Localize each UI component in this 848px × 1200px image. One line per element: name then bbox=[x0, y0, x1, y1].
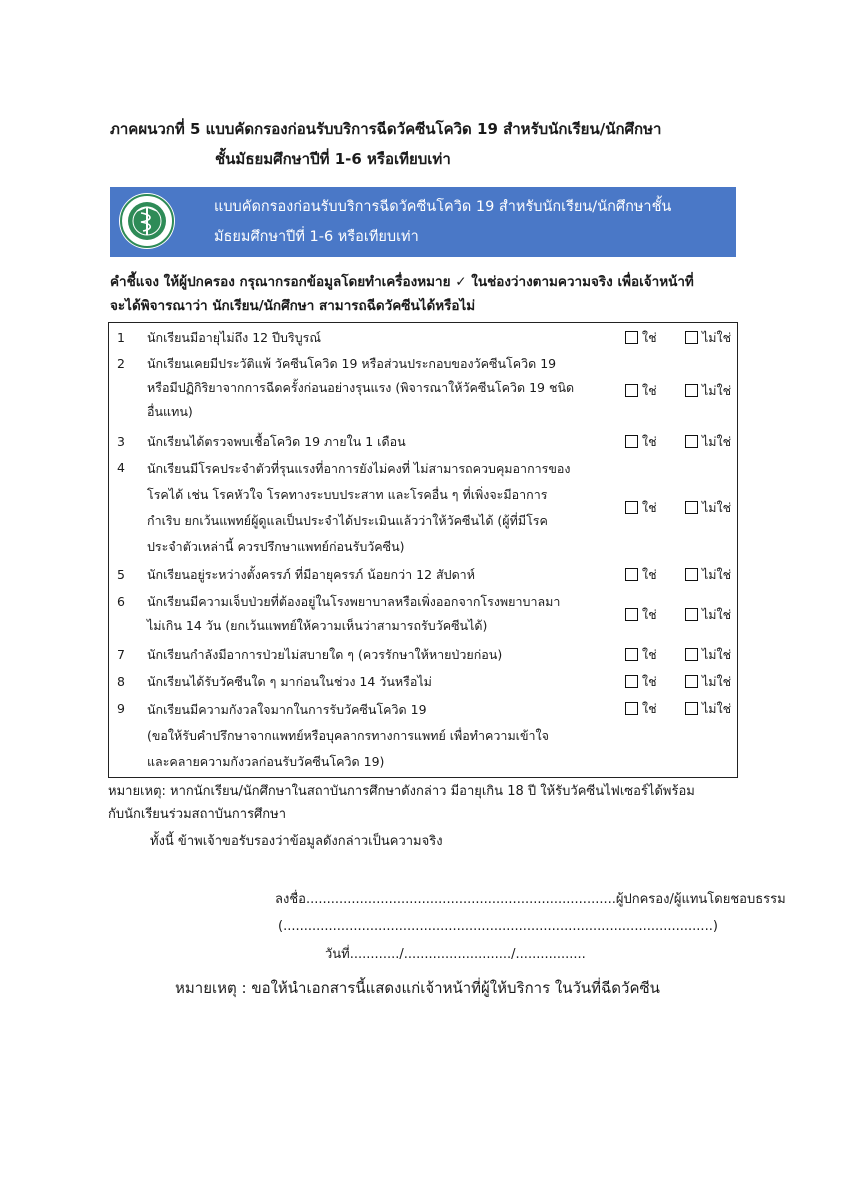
yes-checkbox[interactable] bbox=[625, 563, 657, 587]
checkbox-icon bbox=[625, 568, 638, 581]
no-checkbox[interactable] bbox=[685, 496, 731, 520]
footnote: หมายเหตุ : ขอให้นำเอกสารนี้แสดงแก่เจ้าหน้าที่ผู้ให้บริการ ในวันที่ฉีดวัคซีน bbox=[175, 979, 660, 997]
question-number: 1 bbox=[117, 330, 125, 345]
checkbox-icon bbox=[685, 331, 698, 344]
checkbox-icon bbox=[685, 702, 698, 715]
no-label: ไม่ใช่ bbox=[702, 647, 732, 662]
yes-label: ใช่ bbox=[642, 607, 657, 622]
question-line: นักเรียนมีโรคประจำตัวที่รุนแรงที่อาการยังไม่คงที่ ไม่สามารถควบคุมอาการของ bbox=[147, 461, 571, 476]
checkbox-icon bbox=[685, 568, 698, 581]
question-text bbox=[147, 326, 612, 350]
no-checkbox[interactable] bbox=[685, 643, 731, 667]
printed-name-field[interactable]: (........................................................................................................) bbox=[278, 919, 718, 934]
date-field[interactable]: วันที่............/........................../................. bbox=[325, 947, 586, 962]
checkbox-icon bbox=[625, 501, 638, 514]
no-checkbox[interactable] bbox=[685, 326, 731, 350]
question-row-8 bbox=[109, 670, 737, 694]
question-line: อื่นแทน) bbox=[147, 404, 193, 419]
no-label: ไม่ใช่ bbox=[702, 701, 732, 716]
yes-checkbox[interactable] bbox=[625, 670, 657, 694]
no-checkbox[interactable] bbox=[685, 379, 731, 403]
checkbox-icon bbox=[625, 675, 638, 688]
no-label: ไม่ใช่ bbox=[702, 383, 732, 398]
no-label: ไม่ใช่ bbox=[702, 567, 732, 582]
yes-checkbox[interactable] bbox=[625, 643, 657, 667]
checkbox-icon bbox=[625, 608, 638, 621]
instruction-line1: คำชี้แจง ให้ผู้ปกครอง กรุณากรอกข้อมูลโดยทำเครื่องหมาย ✓ ในช่องว่างตามความจริง เพื่อเจ้าหน้าที่ bbox=[110, 274, 694, 290]
question-line: นักเรียนเคยมีประวัติแพ้ วัคซีนโควิด 19 หรือส่วนประกอบของวัคซีนโควิด 19 bbox=[147, 356, 557, 371]
yes-label: ใช่ bbox=[642, 330, 657, 345]
question-line: นักเรียนได้รับวัคซีนใด ๆ มาก่อนในช่วง 14 วันหรือไม่ bbox=[147, 674, 432, 689]
question-text bbox=[147, 352, 612, 424]
question-number: 9 bbox=[117, 701, 125, 716]
question-row-5 bbox=[109, 563, 737, 587]
question-number: 4 bbox=[117, 460, 125, 475]
yes-label: ใช่ bbox=[642, 647, 657, 662]
checkbox-icon bbox=[625, 648, 638, 661]
yes-checkbox[interactable] bbox=[625, 326, 657, 350]
no-checkbox[interactable] bbox=[685, 603, 731, 627]
question-row-3 bbox=[109, 430, 737, 454]
question-line: หรือมีปฏิกิริยาจากการฉีดครั้งก่อนอย่างรุนแรง (พิจารณาให้วัคซีนโควิด 19 ชนิด bbox=[147, 380, 575, 395]
signature-field[interactable]: ลงชื่อ...........................................................................ผู้ปกครอง/ผู้แทนโดยชอบธรรม bbox=[275, 892, 786, 907]
checkbox-icon bbox=[685, 501, 698, 514]
question-row-6 bbox=[109, 590, 737, 640]
checkbox-icon bbox=[625, 384, 638, 397]
question-line: และคลายความกังวลก่อนรับวัคซีนโควิด 19) bbox=[147, 754, 385, 769]
question-text bbox=[147, 563, 612, 587]
page-title: ภาคผนวกที่ 5 แบบคัดกรองก่อนรับบริการฉีดวัคซีนโควิด 19 สำหรับนักเรียน/นักศึกษา bbox=[110, 120, 662, 138]
checkbox-icon bbox=[625, 702, 638, 715]
yes-label: ใช่ bbox=[642, 500, 657, 515]
checkbox-icon bbox=[685, 608, 698, 621]
yes-label: ใช่ bbox=[642, 701, 657, 716]
checkbox-icon bbox=[685, 675, 698, 688]
question-row-2 bbox=[109, 352, 737, 424]
no-checkbox[interactable] bbox=[685, 670, 731, 694]
screening-questions bbox=[108, 322, 738, 778]
question-number: 7 bbox=[117, 647, 125, 662]
yes-checkbox[interactable] bbox=[625, 496, 657, 520]
no-checkbox[interactable] bbox=[685, 563, 731, 587]
question-text bbox=[147, 643, 612, 667]
question-text bbox=[147, 456, 612, 560]
yes-label: ใช่ bbox=[642, 674, 657, 689]
question-text bbox=[147, 697, 612, 775]
question-line: นักเรียนได้ตรวจพบเชื้อโควิด 19 ภายใน 1 เดือน bbox=[147, 434, 406, 449]
yes-checkbox[interactable] bbox=[625, 430, 657, 454]
question-line: โรคได้ เช่น โรคหัวใจ โรคทางระบบประสาท และโรคอื่น ๆ ที่เพิ่งจะมีอาการ bbox=[147, 487, 548, 502]
remark-line2: กับนักเรียนร่วมสถาบันการศึกษา bbox=[108, 807, 287, 822]
question-number: 3 bbox=[117, 434, 125, 449]
form-banner bbox=[110, 187, 736, 257]
question-line: (ขอให้รับคำปรึกษาจากแพทย์หรือบุคลากรทางการแพทย์ เพื่อทำความเข้าใจ bbox=[147, 728, 549, 743]
remark-line1: หมายเหตุ: หากนักเรียน/นักศึกษาในสถาบันการศึกษาดังกล่าว มีอายุเกิน 18 ปี ให้รับวัคซีนไฟเซอร์ได้พร้อม bbox=[108, 784, 695, 799]
yes-checkbox[interactable] bbox=[625, 697, 657, 721]
question-number: 2 bbox=[117, 356, 125, 371]
no-label: ไม่ใช่ bbox=[702, 500, 732, 515]
yes-checkbox[interactable] bbox=[625, 379, 657, 403]
question-row-9 bbox=[109, 697, 737, 773]
remark bbox=[108, 780, 748, 826]
checkbox-icon bbox=[685, 384, 698, 397]
no-checkbox[interactable] bbox=[685, 697, 731, 721]
checkbox-icon bbox=[625, 331, 638, 344]
question-text bbox=[147, 590, 612, 638]
question-line: นักเรียนกำลังมีอาการป่วยไม่สบายใด ๆ (ควรรักษาให้หายป่วยก่อน) bbox=[147, 647, 503, 662]
ministry-logo bbox=[119, 193, 175, 249]
question-line: กำเริบ ยกเว้นแพทย์ผู้ดูแลเป็นประจำได้ประเมินแล้วว่าให้วัคซีนได้ (ผู้ที่มีโรค bbox=[147, 513, 548, 528]
yes-label: ใช่ bbox=[642, 567, 657, 582]
question-row-1 bbox=[109, 326, 737, 350]
question-number: 6 bbox=[117, 594, 125, 609]
question-row-7 bbox=[109, 643, 737, 667]
yes-checkbox[interactable] bbox=[625, 603, 657, 627]
instructions bbox=[110, 270, 740, 318]
checkbox-icon bbox=[625, 435, 638, 448]
banner-title-line2: มัธยมศึกษาปีที่ 1-6 หรือเทียบเท่า bbox=[214, 229, 419, 245]
question-row-4 bbox=[109, 456, 737, 556]
checkbox-icon bbox=[685, 648, 698, 661]
page-subtitle: ชั้นมัธยมศึกษาปีที่ 1-6 หรือเทียบเท่า bbox=[215, 150, 451, 168]
question-text bbox=[147, 670, 612, 694]
no-label: ไม่ใช่ bbox=[702, 607, 732, 622]
question-line: ไม่เกิน 14 วัน (ยกเว้นแพทย์ให้ความเห็นว่าสามารถรับวัคซีนได้) bbox=[147, 618, 488, 633]
yes-label: ใช่ bbox=[642, 383, 657, 398]
question-number: 8 bbox=[117, 674, 125, 689]
banner-title-line1: แบบคัดกรองก่อนรับบริการฉีดวัคซีนโควิด 19 สำหรับนักเรียน/นักศึกษาชั้น bbox=[214, 199, 672, 215]
instruction-line2: จะได้พิจารณาว่า นักเรียน/นักศึกษา สามารถฉีดวัคซีนได้หรือไม่ bbox=[110, 298, 476, 314]
no-label: ไม่ใช่ bbox=[702, 434, 732, 449]
checkbox-icon bbox=[685, 435, 698, 448]
question-line: นักเรียนมีความเจ็บป่วยที่ต้องอยู่ในโรงพยาบาลหรือเพิ่งออกจากโรงพยาบาลมา bbox=[147, 594, 561, 609]
no-label: ไม่ใช่ bbox=[702, 674, 732, 689]
question-line: ประจำตัวเหล่านี้ ควรปรึกษาแพทย์ก่อนรับวัคซีน) bbox=[147, 539, 405, 554]
certification-statement: ทั้งนี้ ข้าพเจ้าขอรับรองว่าข้อมูลดังกล่าวเป็นความจริง bbox=[150, 834, 443, 849]
question-line: นักเรียนอยู่ระหว่างตั้งครรภ์ ที่มีอายุครรภ์ น้อยกว่า 12 สัปดาห์ bbox=[147, 567, 475, 582]
no-label: ไม่ใช่ bbox=[702, 330, 732, 345]
question-line: นักเรียนมีอายุไม่ถึง 12 ปีบริบูรณ์ bbox=[147, 330, 321, 345]
yes-label: ใช่ bbox=[642, 434, 657, 449]
question-text bbox=[147, 430, 612, 454]
question-line: นักเรียนมีความกังวลใจมากในการรับวัคซีนโควิด 19 bbox=[147, 702, 427, 717]
no-checkbox[interactable] bbox=[685, 430, 731, 454]
question-number: 5 bbox=[117, 567, 125, 582]
